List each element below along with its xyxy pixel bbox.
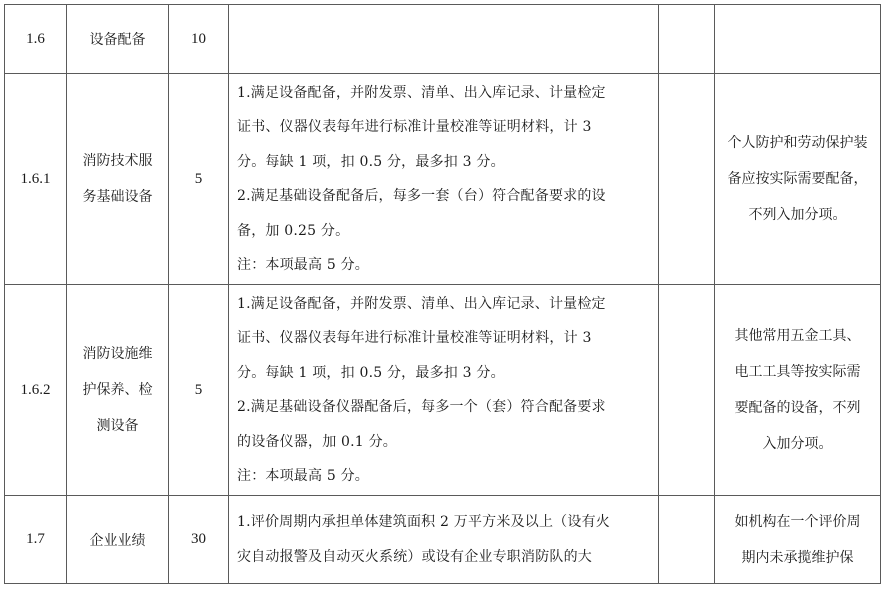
row-item-line: 务基础设备 — [82, 189, 153, 205]
row-note — [715, 285, 881, 496]
standard-line: 灾自动报警及自动灭火系统）或设有企业专职消防队的大 — [237, 548, 592, 565]
note-line: 入加分项。 — [762, 436, 833, 452]
row-item — [67, 74, 169, 285]
standard-line: 备，加 0.25 分。 — [237, 222, 350, 239]
row-score: 30 — [169, 496, 229, 584]
note-line: 个人防护和劳动保护装 — [727, 135, 868, 151]
standard-line: 的设备仪器，加 0.1 分。 — [237, 433, 397, 450]
standard-line: 1.满足设备配备，并附发票、清单、出入库记录、计量检定 — [237, 84, 606, 101]
standard-line: 2.满足基础设备仪器配备后，每多一个（套）符合配备要求 — [237, 399, 606, 415]
row-blank — [659, 285, 715, 496]
note-line: 不列入加分项。 — [748, 207, 847, 223]
row-item-line: 测设备 — [96, 418, 139, 434]
note-line: 其他常用五金工具、 — [734, 328, 861, 344]
row-note — [715, 496, 881, 584]
note-line: 期内未承揽维护保 — [741, 549, 854, 566]
row-score: 5 — [169, 285, 229, 496]
row-item: 企业业绩 — [67, 496, 169, 584]
table-row — [5, 74, 881, 285]
note-line: 备应按实际需要配备， — [727, 171, 868, 187]
scoring-table — [4, 4, 881, 584]
row-standard — [229, 285, 659, 496]
standard-line: 1.评价周期内承担单体建筑面积 2 万平方米及以上（设有火 — [237, 514, 610, 530]
row-note — [715, 5, 881, 74]
note-line: 如机构在一个评价周 — [734, 513, 861, 530]
standard-line: 分。每缺 1 项，扣 0.5 分，最多扣 3 分。 — [237, 364, 505, 381]
standard-line: 证书、仪器仪表每年进行标准计量校准等证明材料，计 3 — [237, 330, 592, 346]
standard-line: 分。每缺 1 项，扣 0.5 分，最多扣 3 分。 — [237, 153, 505, 170]
row-standard — [229, 496, 659, 584]
standard-line: 证书、仪器仪表每年进行标准计量校准等证明材料，计 3 — [237, 119, 592, 135]
table-row — [5, 5, 881, 74]
row-blank — [659, 496, 715, 584]
standard-line: 1.满足设备配备，并附发票、清单、出入库记录、计量检定 — [237, 295, 606, 312]
row-score: 10 — [169, 5, 229, 74]
row-item: 设备配备 — [67, 5, 169, 74]
row-code: 1.6 — [5, 5, 67, 74]
row-item-line: 消防技术服 — [82, 153, 153, 169]
row-standard — [229, 5, 659, 74]
row-item — [67, 285, 169, 496]
row-code: 1.6.2 — [5, 285, 67, 496]
standard-line: 2.满足基础设备配备后，每多一套（台）符合配备要求的设 — [237, 188, 606, 204]
row-score: 5 — [169, 74, 229, 285]
row-blank — [659, 5, 715, 74]
note-line: 要配备的设备，不列 — [734, 400, 861, 416]
standard-line: 注：本项最高 5 分。 — [237, 468, 370, 484]
row-note — [715, 74, 881, 285]
row-item-line: 消防设施维 — [82, 346, 153, 362]
row-standard — [229, 74, 659, 285]
note-line: 电工工具等按实际需 — [734, 364, 861, 380]
row-blank — [659, 74, 715, 285]
table-row — [5, 285, 881, 496]
standard-line: 注：本项最高 5 分。 — [237, 257, 370, 273]
row-code: 1.6.1 — [5, 74, 67, 285]
table-row — [5, 496, 881, 584]
row-item-line: 护保养、检 — [82, 382, 153, 398]
row-code: 1.7 — [5, 496, 67, 584]
